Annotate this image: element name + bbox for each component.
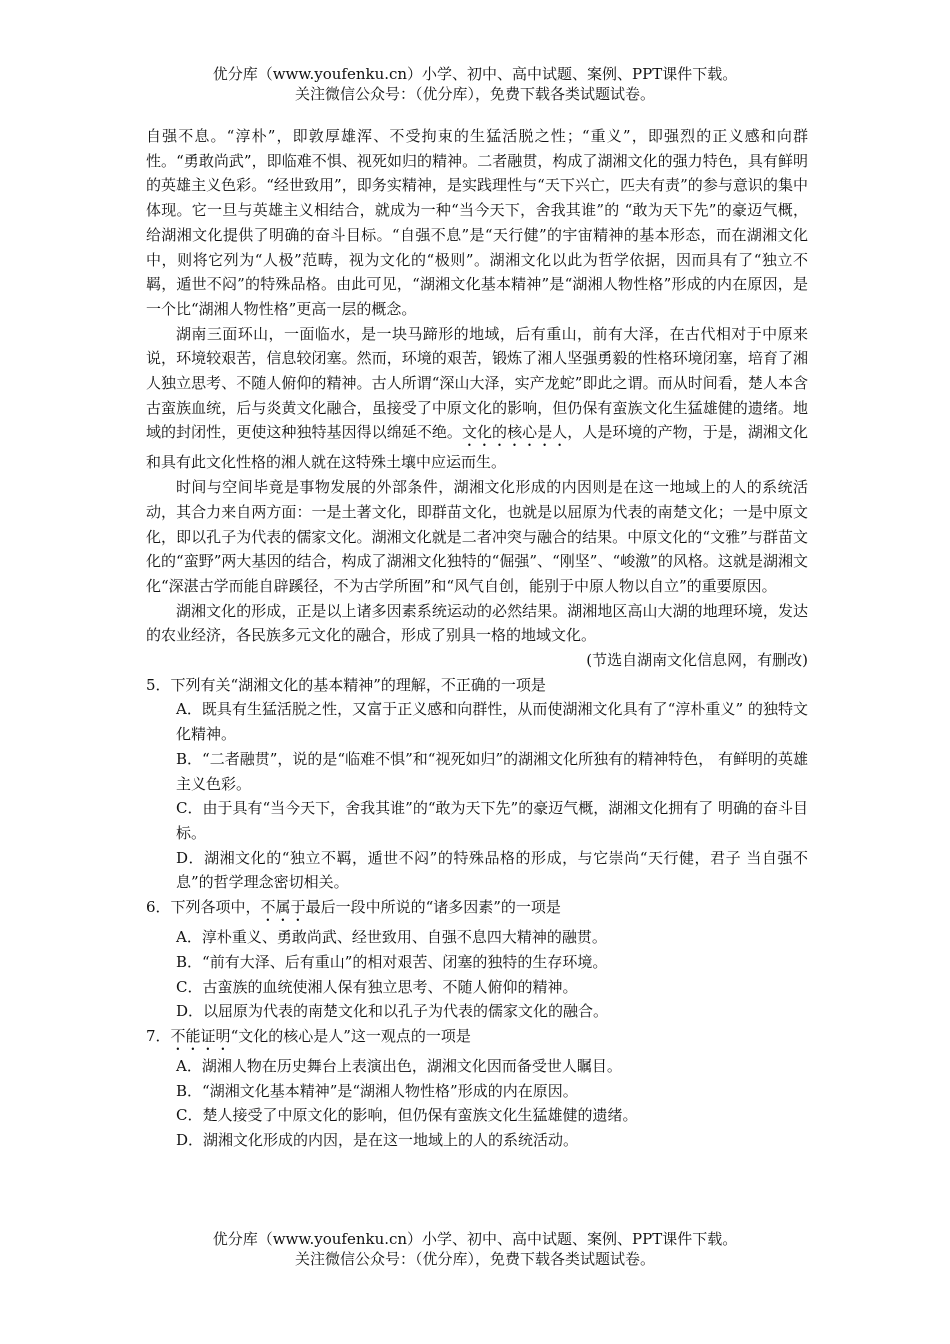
question-5-option-d: D．湖湘文化的“独立不羁，遁世不闷”的特殊品格的形成，与它崇尚“天行健，君子 当自强不息”的哲学理念密切相关。 (176, 848, 808, 892)
passage-p2-text: 湖南三面环山，一面临水，是一块马蹄形的地域，后有重山，前有大泽，在古代相对于中原来说，环境较艰苦，信息较闭塞。然而，环境的艰苦，锻炼了湘人坚强勇毅的性格环境闭塞，培育了湘人独立思考、不随人俯仰的精神。古人所谓“深山大泽，实产龙蛇”即此之谓。而从时间看，楚人本含古蛮族血统，后与炎黄文化融合，虽接受了中原文化的影响，但仍保有蛮族文化生猛雄健的遗绪。地域的封闭性，更使这种独特基因得以绵延不绝。 (146, 324, 808, 442)
header-line-1: 优分库（www.youfenku.cn）小学、初中、高中试题、案例、PPT课件下载。 (212, 65, 738, 83)
question-6-emphasis: 不属于 (260, 898, 306, 917)
page-footer (0, 1229, 950, 1269)
question-7-emphasis: 不能证明 (170, 1026, 231, 1045)
question-7-stem (146, 1024, 808, 1054)
question-5-option-c: C．由于具有“当今天下，舍我其谁”的“敢为天下先”的豪迈气概，湖湘文化拥有了 明确的奋斗目标。 (176, 799, 808, 842)
question-6-option-b: B．“前有大泽、后有重山”的相对艰苦、闭塞的独特的生存环境。 (176, 952, 608, 971)
question-5-option-b: B．“二者融贯”，说的是“临难不惧”和“视死如归”的湖湘文化所独有的精神特色， 有鲜明的英雄主义色彩。 (176, 749, 808, 793)
question-5-stem: 5．下列有关“湖湘文化的基本精神”的理解，不正确的一项是 (146, 675, 546, 694)
header-line-2: 关注微信公众号：（优分库），免费下载各类试题试卷。 (294, 85, 655, 103)
question-5-option-a: A．既具有生猛活脱之性，又富于正义感和向群性，从而使湖湘文化具有了“淳朴重义” 的独特文化精神。 (176, 700, 808, 744)
passage-p2-text-end: ，人是环境的产物，于是，湖湘文化和具有此文化性格的湘人就在这特殊土壤中应运而生。 (146, 423, 808, 472)
question-7-stem-start: 7． (146, 1026, 171, 1045)
emphasized-phrase: 文化的核心是人 (461, 423, 568, 442)
passage-paragraph-3: 时间与空间毕竟是事物发展的外部条件，湖湘文化形成的内因则是在这一地域上的人的系统活动，其合力来自两方面：一是土著文化，即群苗文化，也就是以屈原为代表的南楚文化；一是中原文化，即以孔子为代表的儒家文化。湖湘文化就是二者冲突与融合的结果。中原文化的“文雅”与群苗文化的“蛮野”两大基因的结合，构成了湖湘文化独特的“倔强”、“刚坚”、“峻激”的风格。这就是湖湘文化“深湛古学而能自辟蹊径，不为古学所囿”和“风气自创，能别于中原人物以自立”的重要原因。 (146, 478, 808, 595)
passage-paragraph-2 (146, 322, 808, 476)
question-7-option-c: C．楚人接受了中原文化的影响，但仍保有蛮族文化生猛雄健的遗绪。 (176, 1106, 638, 1125)
document-body (146, 124, 808, 1153)
passage-paragraph-1: 自强不息。“淳朴”，即敦厚雄浑、不受拘束的生猛活脱之性；“重义”，即强烈的正义感和向群性。“勇敢尚武”，即临难不惧、视死如归的精神。二者融贯，构成了湖湘文化的强力特色，具有鲜明的英雄主义色彩。“经世致用”，即务实精神，是实践理性与“天下兴亡，匹夫有责”的参与意识的集中体现。它一旦与英雄主义相结合，就成为一种“当今天下，舍我其谁”的 “敢为天下先”的豪迈气概，给湖湘文化提供了明确的奋斗目标。“自强不息”是“天行健”的宇宙精神的基本形态，而在湖湘文化中，则将它列为“人极”范畴，视为文化的“极则”。湖湘文化以此为哲学依据，因而具有了“独立不羁，遁世不闷”的特殊品格。由此可见，“湖湘文化基本精神”是“湖湘人物性格”形成的内在原因，是一个比“湖湘人物性格”更高一层的概念。 (146, 127, 808, 318)
question-6-stem-end: 最后一段中所说的“诸多因素”的一项是 (305, 898, 561, 917)
question-6-option-d: D．以屈原为代表的南楚文化和以孔子为代表的儒家文化的融合。 (176, 1002, 609, 1021)
question-6-stem-start: 6．下列各项中， (146, 898, 261, 917)
question-7-option-d: D．湖湘文化形成的内因，是在这一地域上的人的系统活动。 (176, 1131, 579, 1150)
page-header (0, 64, 950, 104)
question-6-option-a: A．淳朴重义、勇敢尚武、经世致用、自强不息四大精神的融贯。 (176, 928, 607, 947)
question-7-option-a: A．湖湘人物在历史舞台上表演出色，湖湘文化因而备受世人瞩目。 (176, 1056, 622, 1075)
question-7-stem-end: “文化的核心是人”这一观点的一项是 (230, 1026, 471, 1045)
footer-line-1: 优分库（www.youfenku.cn）小学、初中、高中试题、案例、PPT课件下载。 (212, 1230, 738, 1248)
passage-paragraph-4: 湖湘文化的形成，正是以上诸多因素系统运动的必然结果。湖湘地区高山大湖的地理环境，发达的农业经济，各民族多元文化的融合，形成了别具一格的地域文化。 (146, 601, 808, 645)
question-6-option-c: C．古蛮族的血统使湘人保有独立思考、不随人俯仰的精神。 (176, 977, 578, 996)
footer-line-2: 关注微信公众号：（优分库），免费下载各类试题试卷。 (294, 1250, 655, 1268)
question-6-stem (146, 895, 808, 925)
question-7-option-b: B．“湖湘文化基本精神”是“湖湘人物性格”形成的内在原因。 (176, 1081, 578, 1100)
source-citation: (节选自湖南文化信息网，有删改) (586, 651, 808, 670)
